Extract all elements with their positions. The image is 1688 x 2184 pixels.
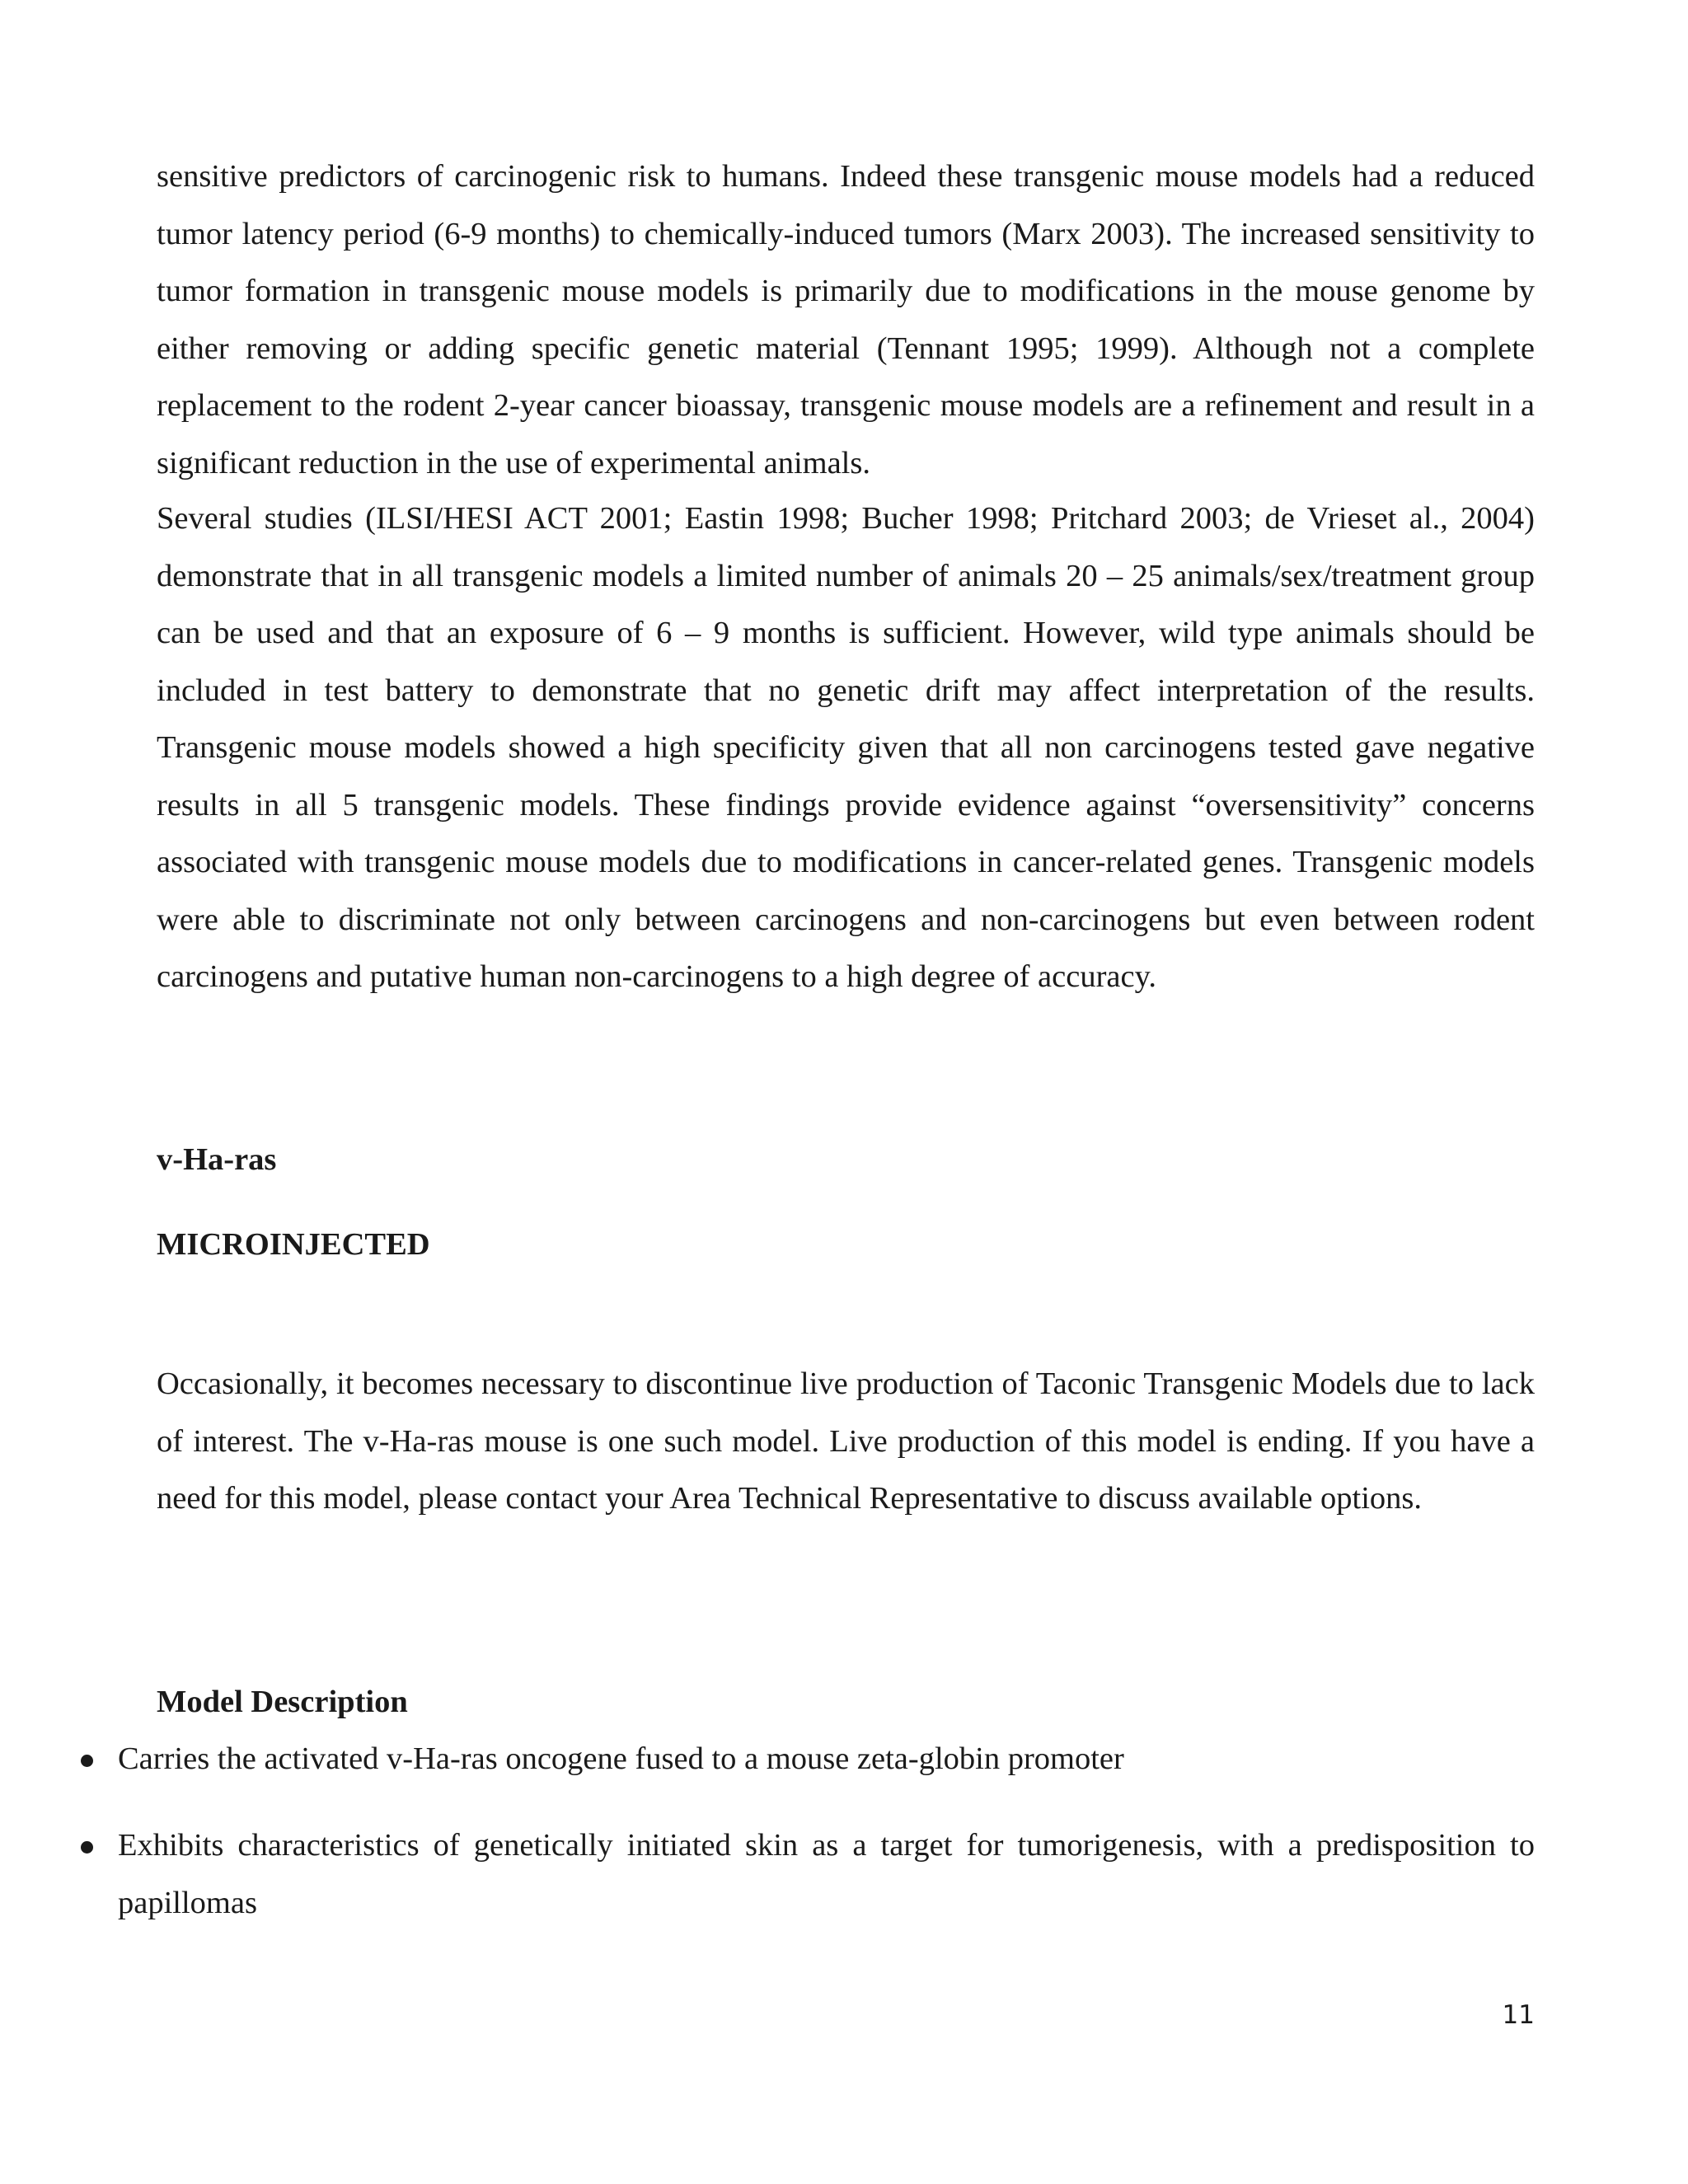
heading-model-description: Model Description — [157, 1685, 408, 1719]
bullet-icon — [81, 1755, 93, 1767]
page-number: 11 — [1502, 2000, 1535, 2030]
heading-model-type: MICROINJECTED — [157, 1227, 430, 1262]
list-item-text: Carries the activated v-Ha-ras oncogene fused to a mouse zeta-globin promoter — [118, 1741, 1124, 1776]
paragraph-several-studies: Several studies (ILSI/HESI ACT 2001; Eastin 1998; Bucher 1998; Pritchard 2003; de Vrieset al., 2004) demonstrate that in all transgenic models a limited number of animals 20 – 25 animals/sex/treatment group can be used and that an exposure of 6 – 9 months is sufficient. However, wild type animals should be included in test battery to demonstrate that no genetic drift may affect interpretation of the results. Transgenic mouse models showed a high specificity given that all non carcinogens tested gave negative results in all 5 transgenic models. These findings provide evidence against “oversensitivity” concerns associated with transgenic mouse models due to modifications in cancer-related genes. Transgenic models were able to discriminate not only between carcinogens and non-carcinogens but even between rodent carcinogens and putative human non-carcinogens to a high degree of accuracy. — [157, 501, 1535, 994]
paragraph-discontinue-notice: Occasionally, it becomes necessary to discontinue live production of Taconic Transgenic Models due to lack of interest. The v-Ha-ras mouse is one such model. Live production of this model is ending. If you have a need for this model, please contact your Area Technical Representative to discuss available options. — [157, 1366, 1535, 1516]
list-item-text: Exhibits characteristics of genetically initiated skin as a target for tumorigenesis, with a predisposition to papillomas — [118, 1828, 1535, 1920]
bullet-icon — [81, 1841, 93, 1854]
heading-model-name: v-Ha-ras — [157, 1142, 277, 1177]
paragraph-transgenic-sensitivity: sensitive predictors of carcinogenic risk to humans. Indeed these transgenic mouse models had a reduced tumor latency period (6-9 months) to chemically-induced tumors (Marx 2003). The increased sensitivity to tumor formation in transgenic mouse models is primarily due to modifications in the mouse genome by either removing or adding specific genetic material (Tennant 1995; 1999). Although not a complete replacement to the rodent 2-year cancer bioassay, transgenic mouse models are a refinement and result in a significant reduction in the use of experimental animals. — [157, 159, 1535, 480]
